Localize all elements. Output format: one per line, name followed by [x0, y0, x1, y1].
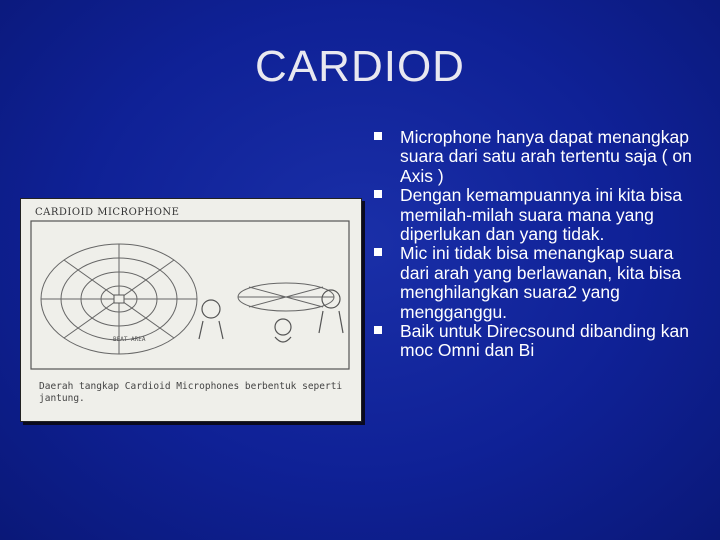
figure-heading: CARDIOID MICROPHONE [35, 207, 180, 218]
bullet-text: Microphone hanya dapat menangkap suara dari satu arah tertentu saja ( on Axis ) [400, 127, 692, 186]
slide-title: CARDIOD [255, 42, 465, 91]
bullet-item [374, 244, 704, 322]
bullet-text: Mic ini tidak bisa menangkap suara dari arah yang berlawanan, kita bisa menghilangkan suara2 yang mengganggu. [400, 243, 682, 322]
square-bullet-icon [374, 190, 382, 198]
square-bullet-icon [374, 132, 382, 140]
square-bullet-icon [374, 326, 382, 334]
bullet-text: Dengan kemampuannya ini kita bisa memilah-milah suara mana yang diperlukan dan yang tidak. [400, 185, 683, 245]
bullet-item [374, 128, 704, 186]
bullet-item [374, 322, 704, 361]
bullet-item [374, 186, 704, 244]
square-bullet-icon [374, 248, 382, 256]
cardioid-figure [20, 198, 362, 422]
mic-label: BEAT AREA [113, 336, 146, 343]
figure-caption: Daerah tangkap Cardioid Microphones berbentuk seperti jantung. [39, 381, 343, 404]
bullet-text: Baik untuk Direcsound dibanding kan moc Omni dan Bi [400, 321, 689, 361]
bullet-list [374, 128, 704, 361]
